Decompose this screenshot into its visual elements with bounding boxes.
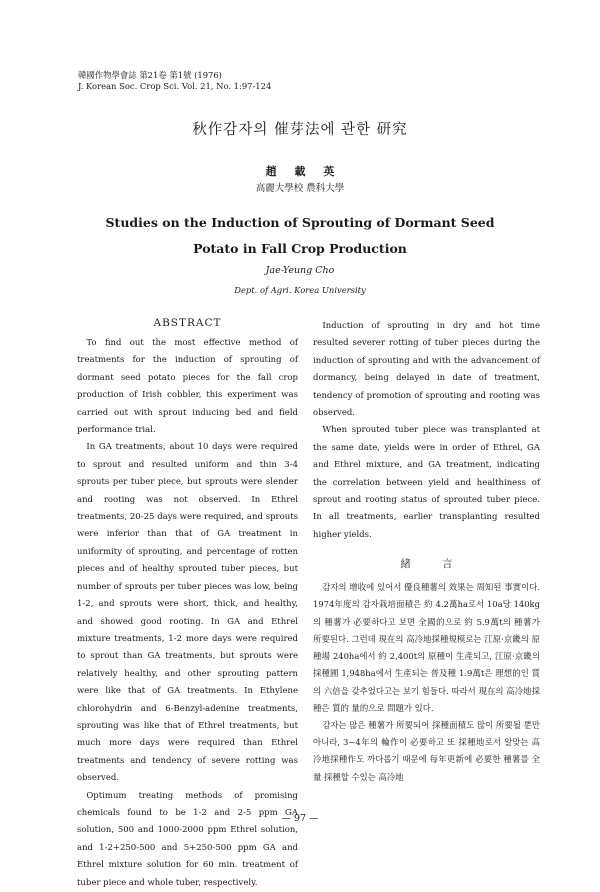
introduction-heading: 緒 言	[400, 558, 453, 571]
author-english: Jae-Yeung Cho	[265, 265, 335, 276]
title-english	[0, 210, 600, 262]
abstract-paragraph-5: When sprouted tuber piece was transplanted at the same date, yields were in order of Ethrel, GA and Ethrel mixture, and GA treatment, indicating the correlation between yield and healthiness of sprout and rooting status of sprouted tuber piece. In all treatments, earlier transplanting resulted higher yields.	[313, 425, 540, 540]
page-number: — 97 —	[281, 813, 319, 824]
abstract-paragraph-2: In GA treatments, about 10 days were required to sprout and resulted uniform and thin 3-4 sprouts per tuber piece, but sprouts were slender and rooting was not observed. In Ethrel treatments, 20-25 days were required, and sprouts were inferior than that of GA treatment in uniformity of sprouting, and percentage of rotten pieces and of healthy sprouted tuber pieces, but number of sprouts per tuber pieces was low, being 1-2, and sprouts were short, thick, and healthy, and showed good rooting. In GA and Ethrel mixture treatments, 1-2 more days were required to sprout than GA treatments, but sprouts were relatively healthy, and other sprouting pattern were like that of GA treatments. In Ethylene chlorohydrin and 6-Benzyl-adenine treatments, sprouting was like that of Ethrel treatments, but much more days were required than Ethrel treatments and tendency of severe rotting was observed.	[77, 442, 298, 784]
journal-citation	[78, 70, 271, 91]
journal-citation-korean: 韓國作物學會誌 第21卷 第1號 (1976)	[78, 70, 222, 80]
affiliation-korean: 高麗大學校 農科大學	[255, 183, 345, 194]
title-english-line-2: Potato in Fall Crop Production	[193, 241, 407, 256]
author-korean: 趙 載 英	[265, 165, 335, 178]
title-english-line-1: Studies on the Induction of Sprouting of Dormant Seed	[105, 215, 495, 230]
right-column	[313, 318, 540, 786]
affiliation-english: Dept. of Agri. Korea University	[234, 285, 366, 295]
left-column	[77, 317, 298, 892]
journal-citation-english: J. Korean Soc. Crop Sci. Vol. 21, No. 1:97-124	[78, 80, 272, 91]
abstract-heading: ABSTRACT	[153, 317, 222, 329]
abstract-paragraph-1: To find out the most effective method of treatments for the induction of sprouting of dormant seed potato pieces for the fall crop production of Irish cobbler, this experiment was carried out with sprout inducing bed and field performance trial.	[77, 338, 298, 436]
introduction-paragraph-1: 감자의 增收에 있어서 優良種薯의 效果는 周知된 事實이다. 1974年度의 감자栽培面積은 約 4.2萬ha로서 10a당 140kg의 種薯가 必要하다고 보면 全國的으로 約 5.9萬t의 種薯가 所要된다. 그런데 現在의 高冷地採種規模로는 江原·京畿의 原種場 240ha에서 約 2,400t의 原種이 生產되고, 江原·京畿의 採種圃 1,948ha에서 生產되는 普及種 1.9萬t은 理想的인 質의 六倍을 갖추었다고는 보기 힘들다. 따라서 現在의 高冷地採種은 質的 量的으로 問題가 있다.	[313, 582, 540, 713]
introduction-paragraph-2: 감자는 많은 種薯가 所要되어 採種面積도 많이 所要될 뿐만 아니라, 3~4年의 輪作이 必要하고 또 採種地로서 알맞는 高冷地採種作도 까다롭기 때문에 每年更新에 必要한 種薯를 全量 採種할 수있는 高冷地	[313, 719, 540, 782]
title-korean: 秋作감자의 催芽法에 관한 研究	[192, 122, 408, 138]
abstract-paragraph-4: Induction of sprouting in dry and hot time resulted severer rotting of tuber pieces during the induction of sprouting and with the advancement of dormancy, being delayed in date of treatment, tendency of promotion of sprouting and rooting was observed.	[313, 321, 540, 419]
abstract-paragraph-3: Optimum treating methods of promising chemicals found to be 1-2 and 2-5 ppm GA solution, 500 and 1000-2000 ppm Ethrel solution, and 1-2+250-500 and 5+250-500 ppm GA and Ethrel mixture solution for 60 min. treatment of tuber piece and whole tuber, respectively.	[77, 790, 298, 888]
